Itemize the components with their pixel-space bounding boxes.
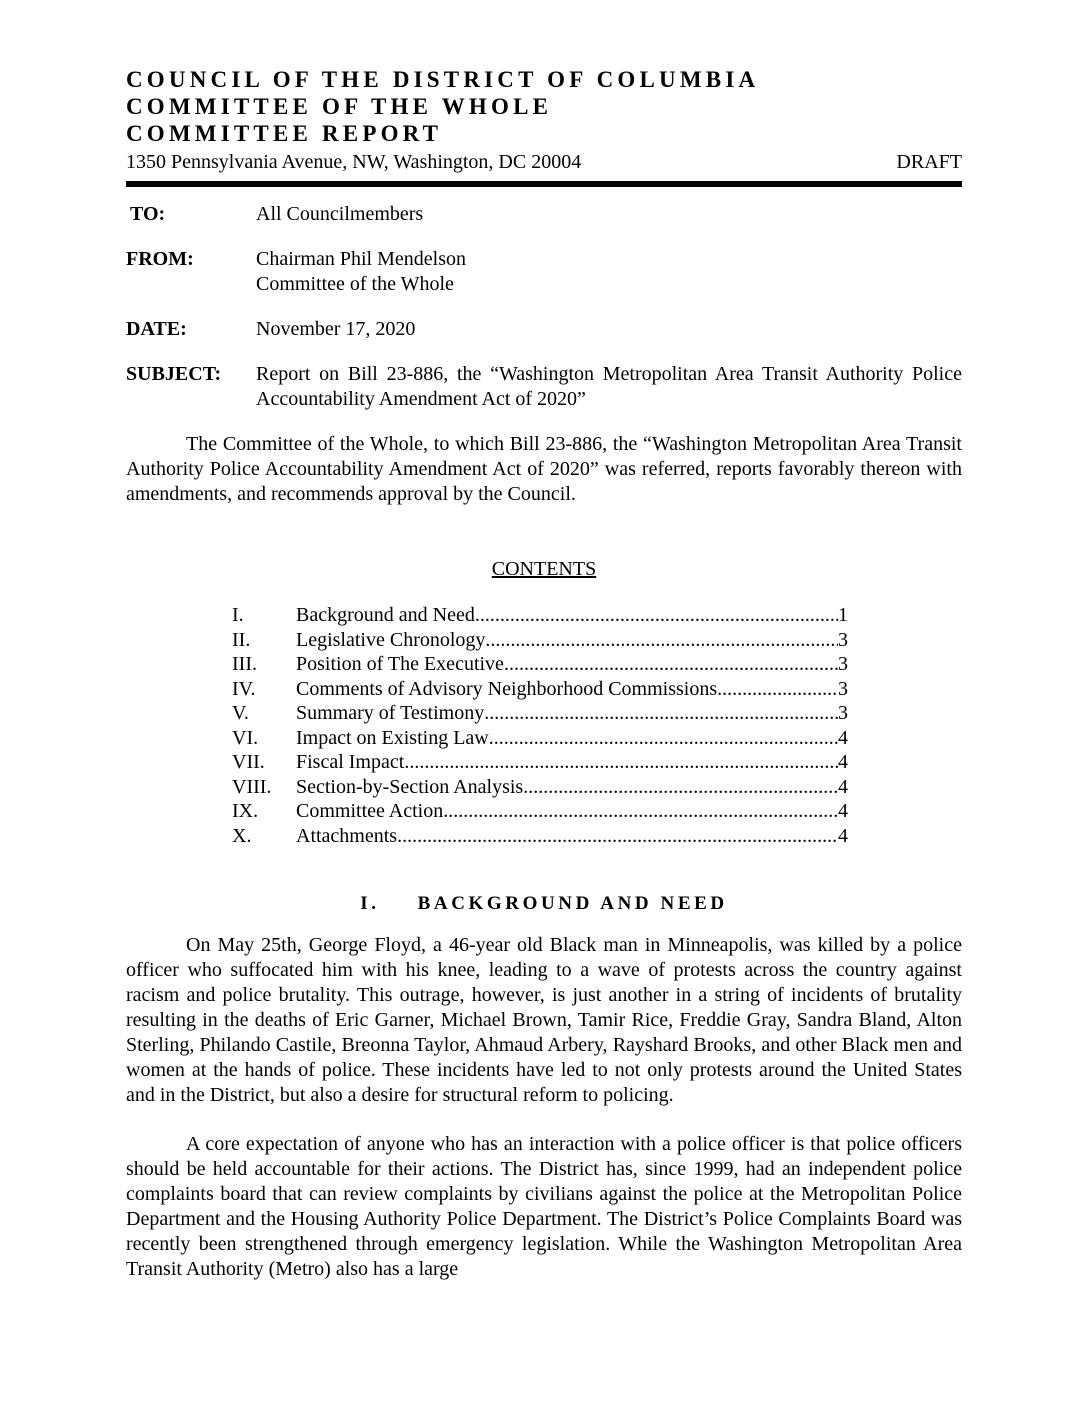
document-page xyxy=(126,66,962,1282)
toc-number: III. xyxy=(232,653,257,675)
toc-leader-dots xyxy=(504,652,838,677)
table-of-contents xyxy=(232,603,848,848)
from-value-name: Chairman Phil Mendelson xyxy=(256,248,466,270)
toc-leader-dots xyxy=(475,603,838,628)
body-paragraph: A core expectation of anyone who has an interaction with a police officer is that police officers should be held accountable for their actions. The District has, since 1999, had an independent police complaints board that can review complaints by civilians against the police at the Metropolitan Police Department and the Housing Authority Police Department. The District’s Police Complaints Board was recently been strengthened through emergency legislation. While the Washington Metropolitan Area Transit Authority (Metro) also has a large xyxy=(126,1133,962,1280)
committee-name: COMMITTEE OF THE WHOLE xyxy=(126,94,553,119)
toc-number: IX. xyxy=(232,800,259,822)
section-number: I. xyxy=(360,893,380,914)
section-heading xyxy=(126,891,962,916)
toc-leader-dots xyxy=(484,701,838,726)
toc-number: VIII. xyxy=(232,775,272,798)
toc-number: II. xyxy=(232,628,251,651)
memo-to-row xyxy=(126,202,962,227)
toc-page-number: 3 xyxy=(838,628,848,651)
report-header xyxy=(126,66,962,187)
toc-row xyxy=(232,701,848,726)
subject-value: Report on Bill 23-886, the “Washington Metropolitan Area Transit Authority Police Accountability Amendment Act of 2020” xyxy=(256,363,962,410)
toc-row xyxy=(232,750,848,775)
toc-row xyxy=(232,775,848,800)
to-value: All Councilmembers xyxy=(256,203,424,225)
section-title: BACKGROUND AND NEED xyxy=(417,893,728,914)
memo-date-row xyxy=(126,317,962,342)
toc-page-number: 4 xyxy=(838,824,848,847)
date-label: DATE: xyxy=(126,318,187,340)
council-address: 1350 Pennsylvania Avenue, NW, Washington, DC 20004 xyxy=(126,151,582,173)
toc-number: VII. xyxy=(232,751,265,773)
from-value-committee: Committee of the Whole xyxy=(256,273,454,295)
toc-title: Comments of Advisory Neighborhood Commissions xyxy=(296,677,718,700)
toc-page-number: 4 xyxy=(838,800,848,822)
toc-leader-dots xyxy=(485,628,838,653)
to-label: TO: xyxy=(130,203,166,225)
toc-row xyxy=(232,726,848,751)
toc-title: Section-by-Section Analysis xyxy=(296,775,524,798)
draft-label: DRAFT xyxy=(896,151,962,173)
toc-leader-dots xyxy=(523,775,838,800)
toc-number: V. xyxy=(232,702,249,724)
toc-leader-dots xyxy=(489,726,838,751)
toc-title: Legislative Chronology xyxy=(296,628,486,651)
body-paragraph: On May 25th, George Floyd, a 46-year old Black man in Minneapolis, was killed by a police officer who suffocated him with his knee, leading to a wave of protests across the country against racism and police brutality. This outrage, however, is just another in a string of incidents of brutality resulting in the deaths of Eric Garner, Michael Brown, Tamir Rice, Freddie Gray, Sandra Bland, Alton Sterling, Philando Castile, Breonna Taylor, Ahmaud Arbery, Rayshard Brooks, and other Black men and women at the hands of police. These incidents have led to not only protests around the United States and in the District, but also a desire for structural reform to policing. xyxy=(126,934,962,1106)
council-name: COUNCIL OF THE DISTRICT OF COLUMBIA xyxy=(126,67,760,92)
toc-row xyxy=(232,824,848,849)
toc-number: VI. xyxy=(232,726,259,749)
memo-subject-row xyxy=(126,362,962,412)
intro-paragraph: The Committee of the Whole, to which Bill 23-886, the “Washington Metropolitan Area Transit Authority Police Accountability Amendment Act of 2020” was referred, reports favorably thereon with amendments, and recommends approval by the Council. xyxy=(126,433,962,505)
toc-page-number: 4 xyxy=(838,775,848,798)
toc-page-number: 3 xyxy=(838,702,848,724)
toc-row xyxy=(232,628,848,653)
toc-row xyxy=(232,603,848,628)
toc-leader-dots xyxy=(717,677,838,702)
toc-title: Committee Action xyxy=(296,800,444,822)
toc-row xyxy=(232,652,848,677)
toc-leader-dots xyxy=(404,750,838,775)
toc-page-number: 4 xyxy=(838,751,848,773)
toc-title: Summary of Testimony xyxy=(296,702,485,724)
toc-number: X. xyxy=(232,824,252,847)
header-rule xyxy=(126,181,962,187)
toc-title: Fiscal Impact xyxy=(296,751,405,773)
toc-row xyxy=(232,677,848,702)
toc-page-number: 3 xyxy=(838,653,848,675)
from-label: FROM: xyxy=(126,248,194,270)
toc-number: IV. xyxy=(232,677,256,700)
toc-number: I. xyxy=(232,604,244,626)
subject-label: SUBJECT: xyxy=(126,363,222,385)
toc-title: Position of The Executive xyxy=(296,653,504,675)
address-row xyxy=(126,150,962,174)
toc-row xyxy=(232,799,848,824)
toc-title: Impact on Existing Law xyxy=(296,726,489,749)
contents-title: CONTENTS xyxy=(491,558,597,580)
date-value: November 17, 2020 xyxy=(256,318,416,340)
memo-from-row xyxy=(126,247,962,297)
toc-title: Attachments xyxy=(296,824,398,847)
toc-page-number: 3 xyxy=(838,677,848,700)
memo-block xyxy=(126,202,962,412)
toc-page-number: 4 xyxy=(838,726,848,749)
report-type: COMMITTEE REPORT xyxy=(126,121,443,146)
toc-page-number: 1 xyxy=(838,604,848,626)
toc-title: Background and Need xyxy=(296,604,475,626)
toc-leader-dots xyxy=(443,799,838,824)
toc-leader-dots xyxy=(397,824,838,849)
